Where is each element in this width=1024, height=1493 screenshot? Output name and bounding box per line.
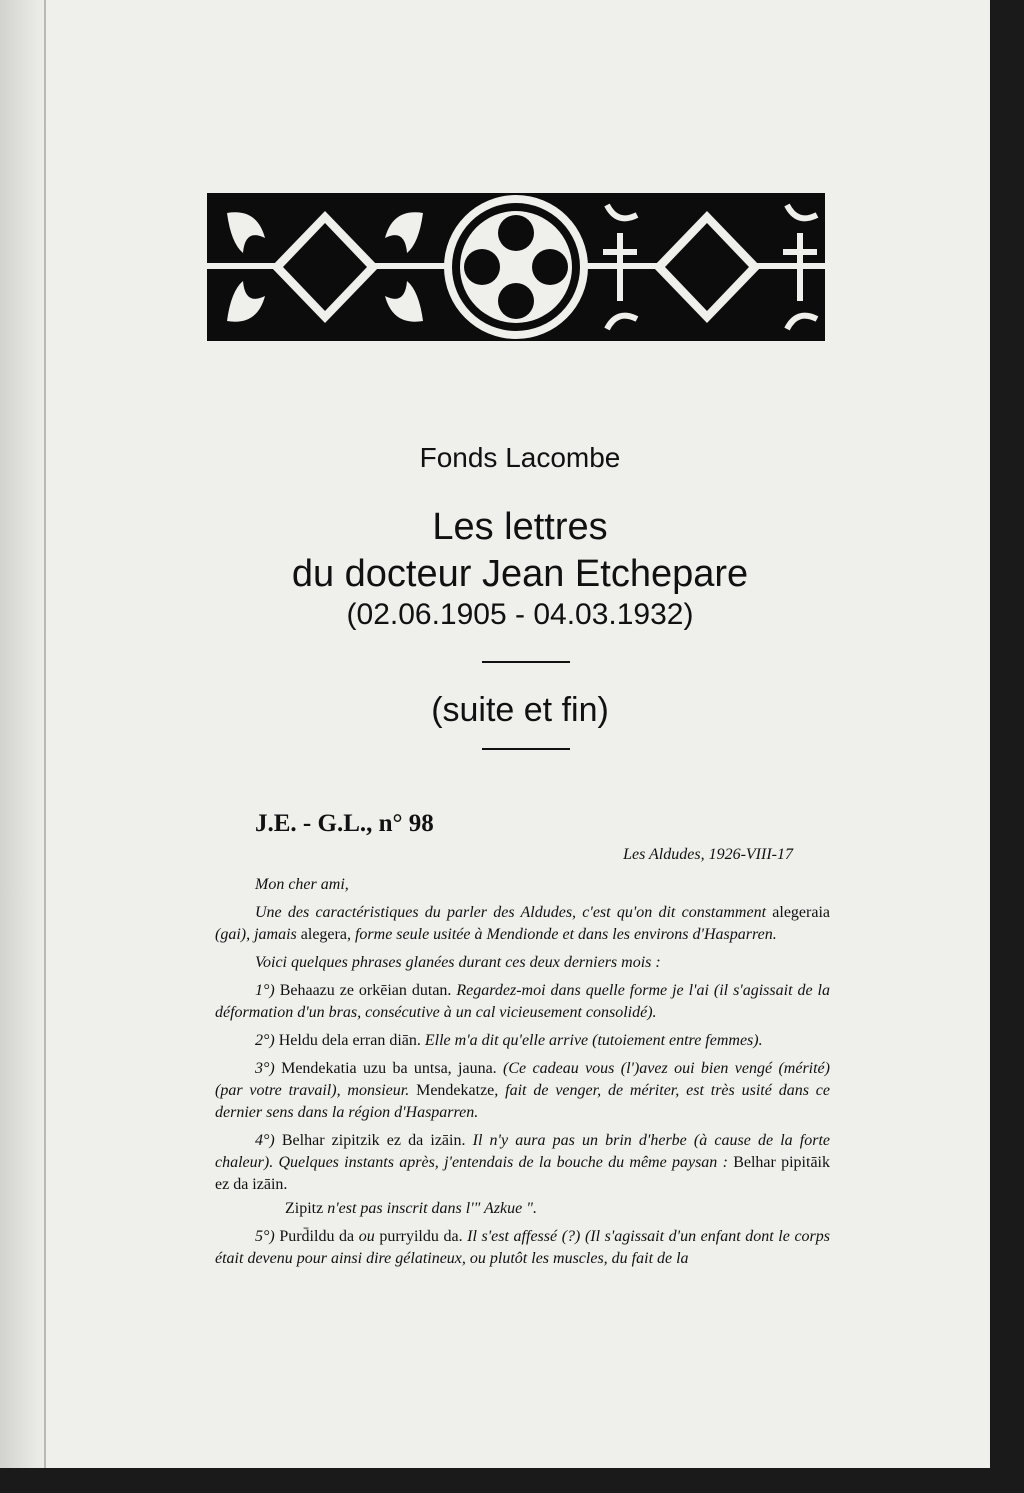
letter-body: [215, 874, 830, 1276]
item-1-number: 1°): [255, 982, 275, 999]
p1-basque-a: alegeraia: [772, 904, 830, 921]
item-3-french-a: (Ce cadeau vous (l')avez oui bien vengé (mérité) (par votre travail), monsieur.: [215, 1060, 830, 1099]
item-5-ou: ou: [358, 1228, 375, 1245]
p1-text-a: Une des caractéristiques du parler des Aldudes, c'est qu'on dit constamment: [255, 904, 773, 921]
item-5-basque: Purd̄ildu da: [274, 1228, 359, 1245]
p1-text-c: (gai), jamais: [215, 926, 301, 943]
lauburu-icon: [207, 193, 825, 341]
salutation: Mon cher ami,: [255, 876, 349, 893]
item-3: [215, 1058, 830, 1124]
p1-text-e: , forme seule usitée à Mendionde et dans les environs d'Hasparren.: [346, 926, 777, 943]
divider-bottom: [482, 748, 570, 750]
paragraph-1: [215, 902, 830, 946]
item-2: [215, 1030, 830, 1052]
item-5-number: 5°): [255, 1228, 275, 1245]
basque-ornament-banner: [207, 193, 825, 341]
item-3-number: 3°): [255, 1060, 275, 1077]
item-4-french: Il n'y aura pas un brin d'herbe (à cause de la forte chaleur). Quelques instants après, j'entendais de la bouche du même paysan :: [215, 1132, 831, 1171]
item-4-note: [215, 1198, 830, 1220]
item-4: [215, 1130, 830, 1196]
item-3-basque-2: Mendekatze: [416, 1082, 495, 1099]
title-dates: (02.06.1905 - 04.03.1932): [346, 598, 694, 631]
suite-label: (suite et fin): [431, 691, 609, 729]
title-line-2: du docteur Jean Etchepare: [291, 553, 749, 595]
p1-basque-d: alegera: [300, 926, 347, 943]
item-5-basque-2: purryildu da.: [374, 1228, 468, 1245]
item-2-french: Elle m'a dit qu'elle arrive (tutoiement entre femmes).: [424, 1032, 763, 1049]
item-2-number: 2°): [255, 1032, 275, 1049]
item-5: [215, 1226, 830, 1270]
item-3-french-b: , fait de venger, de mériter, est très usité dans ce dernier sens dans la région d'Hasparren.: [215, 1082, 831, 1121]
item-1-basque: Behaazu ze orkēian dutan.: [274, 982, 457, 999]
item-1-french: Regardez-moi dans quelle forme je l'ai (il s'agissait de la déformation d'un bras, consécutive à un cal vicieusement consolidé).: [215, 982, 830, 1021]
item-5-french: Il s'est affessé (?) (Il s'agissait d'un enfant dont le corps était devenu pour ainsi dire gélatineux, ou plutôt les muscles, du fait de la: [215, 1228, 830, 1267]
title-line-1: Les lettres: [432, 506, 608, 548]
fonds-label: Fonds Lacombe: [419, 442, 621, 473]
item-4-number: 4°): [255, 1132, 275, 1149]
page-fold: [44, 0, 46, 1468]
item-2-basque: Heldu dela erran diān.: [274, 1032, 425, 1049]
divider-top: [482, 661, 570, 663]
binding-gutter: [0, 0, 48, 1468]
item-4-basque: Belhar zipitzik ez da izāin.: [274, 1132, 473, 1149]
item-4-note-basque: Zipitz: [285, 1200, 324, 1217]
letter-id: J.E. - G.L., n° 98: [255, 810, 434, 837]
paragraph-2: Voici quelques phrases glanées durant ces deux derniers mois :: [255, 954, 661, 971]
item-4-basque-2: Belhar pipitāik ez da izāin.: [215, 1154, 830, 1193]
item-1: [215, 980, 830, 1024]
item-3-basque: Mendekatia uzu ba untsa, jauna.: [274, 1060, 504, 1077]
item-4-note-french: n'est pas inscrit dans l'" Azkue ".: [323, 1200, 537, 1217]
letter-place-date: Les Aldudes, 1926-VIII-17: [623, 846, 793, 863]
